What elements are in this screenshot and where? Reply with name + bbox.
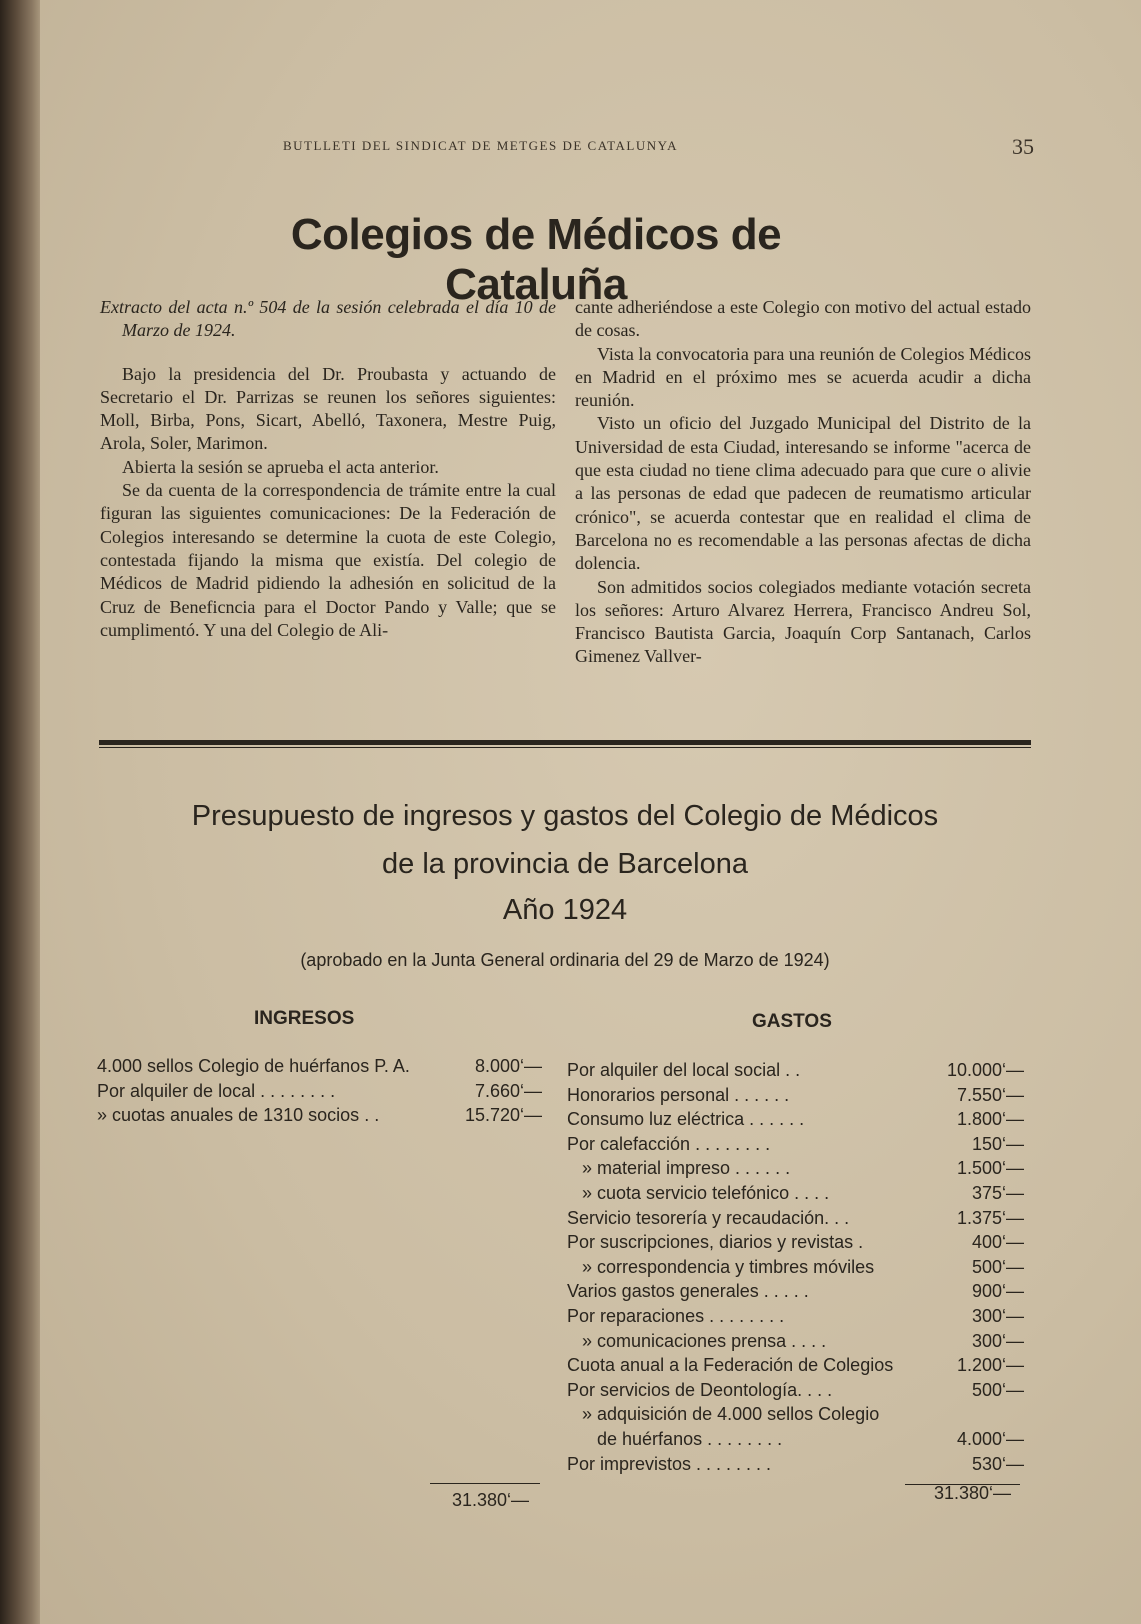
- ledger-label: Por reparaciones . . . . . . . .: [567, 1305, 785, 1326]
- ledger-row: [567, 1107, 1024, 1132]
- budget-title-line1: Presupuesto de ingresos y gastos del Colegio de Médicos: [191, 800, 939, 832]
- ledger-amount: 300‘—: [971, 1330, 1024, 1351]
- ledger-row: [567, 1378, 1024, 1403]
- ledger-row: [567, 1255, 1024, 1280]
- ledger-label: Por servicios de Deontología. . . .: [567, 1379, 833, 1400]
- paragraph: Visto un oficio del Juzgado Municipal del Distrito de la Universidad de esta Ciudad, interesando se informe "acerca de que esta ciudad no tiene clima adecuado para que cure o alivie a las personas de edad que padecen de reumatismo articular crónico", se acuerda contestar que en realidad el clima de Barcelona no es recomendable a las personas afectas de dicha dolencia.: [575, 413, 1031, 574]
- ledger-amount: 500‘—: [971, 1379, 1024, 1400]
- ledger-row: [567, 1304, 1024, 1329]
- ledger-row: [97, 1079, 542, 1104]
- ledger-row: [567, 1329, 1024, 1354]
- ingresos-heading: INGRESOS: [254, 1008, 355, 1029]
- ledger-label: Consumo luz eléctrica . . . . . .: [567, 1109, 805, 1130]
- ledger-label: Servicio tesorería y recaudación. . .: [567, 1207, 850, 1228]
- extract-line: Extracto del acta n.º 504 de la sesión celebrada el día 10 de Marzo de 1924.: [100, 297, 556, 341]
- paragraph: Bajo la presidencia del Dr. Proubasta y actuando de Secretario el Dr. Parrizas se reunen los señores siguientes: Moll, Birba, Pons, Sicart, Abelló, Taxonera, Mestre Puig, Arola, Soler, Marimon.: [100, 363, 556, 454]
- ledger-amount: 7.660‘—: [474, 1080, 542, 1101]
- ledger-row: [567, 1452, 1024, 1477]
- budget-title-line3: Año 1924: [502, 894, 628, 926]
- ledger-amount: 1.200‘—: [956, 1355, 1024, 1376]
- ledger-label: Por calefacción . . . . . . . .: [567, 1133, 771, 1154]
- ledger-amount: 150‘—: [971, 1133, 1024, 1154]
- ledger-amount: 375‘—: [971, 1182, 1024, 1203]
- ledger-amount: 900‘—: [971, 1281, 1024, 1302]
- ledger-label: » adquisición de 4.000 sellos Colegio: [567, 1404, 880, 1425]
- ingresos-total-rule: [430, 1483, 540, 1484]
- ledger-row: [567, 1132, 1024, 1157]
- ledger-label: » cuotas anuales de 1310 socios . .: [97, 1105, 380, 1126]
- ledger-label: Por alquiler de local . . . . . . . .: [97, 1080, 336, 1101]
- ledger-amount: 300‘—: [971, 1305, 1024, 1326]
- paragraph: Abierta la sesión se aprueba el acta anterior.: [122, 456, 439, 477]
- article-left-column: [100, 296, 556, 642]
- paragraph: Vista la convocatoria para una reunión de Colegios Médicos en Madrid en el próximo mes se acuerda acudir a dicha reunión.: [575, 343, 1031, 411]
- ledger-row: [567, 1156, 1024, 1181]
- ledger-row: [567, 1058, 1024, 1083]
- ledger-row: [567, 1279, 1024, 1304]
- ledger-row: [567, 1353, 1024, 1378]
- ledger-label: » material impreso . . . . . .: [567, 1158, 791, 1179]
- gastos-heading: GASTOS: [752, 1011, 832, 1032]
- page-number: 35: [1012, 134, 1034, 159]
- ledger-amount: 1.500‘—: [956, 1158, 1024, 1179]
- ledger-row: [567, 1230, 1024, 1255]
- ledger-row: [97, 1054, 542, 1079]
- gastos-total: 31.380‘—: [934, 1483, 1012, 1503]
- ledger-label: Cuota anual a la Federación de Colegios: [567, 1355, 894, 1376]
- ledger-row: [97, 1103, 542, 1128]
- ledger-amount: 400‘—: [971, 1232, 1024, 1253]
- ledger-row: [567, 1402, 1024, 1427]
- ledger-amount: 7.550‘—: [956, 1084, 1024, 1105]
- ledger-amount: 530‘—: [971, 1453, 1024, 1474]
- ingresos-list: [97, 1054, 542, 1128]
- paragraph: cante adheriéndose a este Colegio con motivo del actual estado de cosas.: [575, 297, 1031, 341]
- ledger-label: Varios gastos generales . . . . .: [567, 1281, 809, 1302]
- ledger-label: » cuota servicio telefónico . . . .: [567, 1182, 830, 1203]
- paragraph: Son admitidos socios colegiados mediante votación secreta los señores: Arturo Alvarez Herrera, Francisco Andreu Sol, Francisco Bautista Garcia, Joaquín Corp Santanach, Carlos Gimenez Vallver-: [575, 576, 1031, 667]
- ledger-amount: 15.720‘—: [464, 1105, 542, 1126]
- ledger-label: Por alquiler del local social . .: [567, 1060, 801, 1080]
- ledger-label: » comunicaciones prensa . . . .: [567, 1330, 827, 1351]
- ledger-label: » correspondencia y timbres móviles: [567, 1256, 875, 1277]
- running-head: BUTLLETI DEL SINDICAT DE METGES DE CATALUNYA: [283, 138, 678, 153]
- article-right-column: [575, 296, 1031, 669]
- ledger-row: [567, 1427, 1024, 1452]
- ingresos-total: 31.380‘—: [452, 1490, 530, 1510]
- section-divider: [99, 740, 1031, 745]
- ledger-row: [567, 1181, 1024, 1206]
- gastos-list: [567, 1058, 1024, 1476]
- ledger-label: Por suscripciones, diarios y revistas .: [567, 1232, 864, 1253]
- ledger-amount: 500‘—: [971, 1256, 1024, 1277]
- ledger-label: de huérfanos . . . . . . . .: [567, 1428, 783, 1449]
- section-divider-thin: [99, 747, 1031, 748]
- approval-note: (aprobado en la Junta General ordinaria del 29 de Marzo de 1924): [300, 950, 830, 970]
- ledger-amount: 1.800‘—: [956, 1109, 1024, 1130]
- book-spine: [0, 0, 40, 1624]
- ledger-amount: 1.375‘—: [956, 1207, 1024, 1228]
- budget-title-line2: de la provincia de Barcelona: [382, 848, 748, 880]
- ledger-row: [567, 1206, 1024, 1231]
- ledger-label: Honorarios personal . . . . . .: [567, 1084, 790, 1105]
- article-title: Colegios de Médicos de Cataluña: [290, 210, 782, 309]
- ledger-row: [567, 1083, 1024, 1108]
- ledger-amount: 4.000‘—: [956, 1428, 1024, 1449]
- paragraph: Se da cuenta de la correspondencia de trámite entre la cual figuran las siguientes comunicaciones: De la Federación de Colegios interesando se determine la cuota de este Colegio, contestada fijando la misma que existía. Del colegio de Médicos de Madrid pidiendo la adhesión en solicitud de la Cruz de Beneficncia para el Doctor Pando y Valle; que se cumplimentó. Y una del Colegio de Ali-: [100, 480, 556, 640]
- ledger-amount: 8.000‘—: [474, 1056, 542, 1076]
- ledger-label: Por imprevistos . . . . . . . .: [567, 1453, 772, 1474]
- ledger-label: 4.000 sellos Colegio de huérfanos P. A.: [97, 1056, 410, 1076]
- ledger-amount: 10.000‘—: [946, 1060, 1024, 1080]
